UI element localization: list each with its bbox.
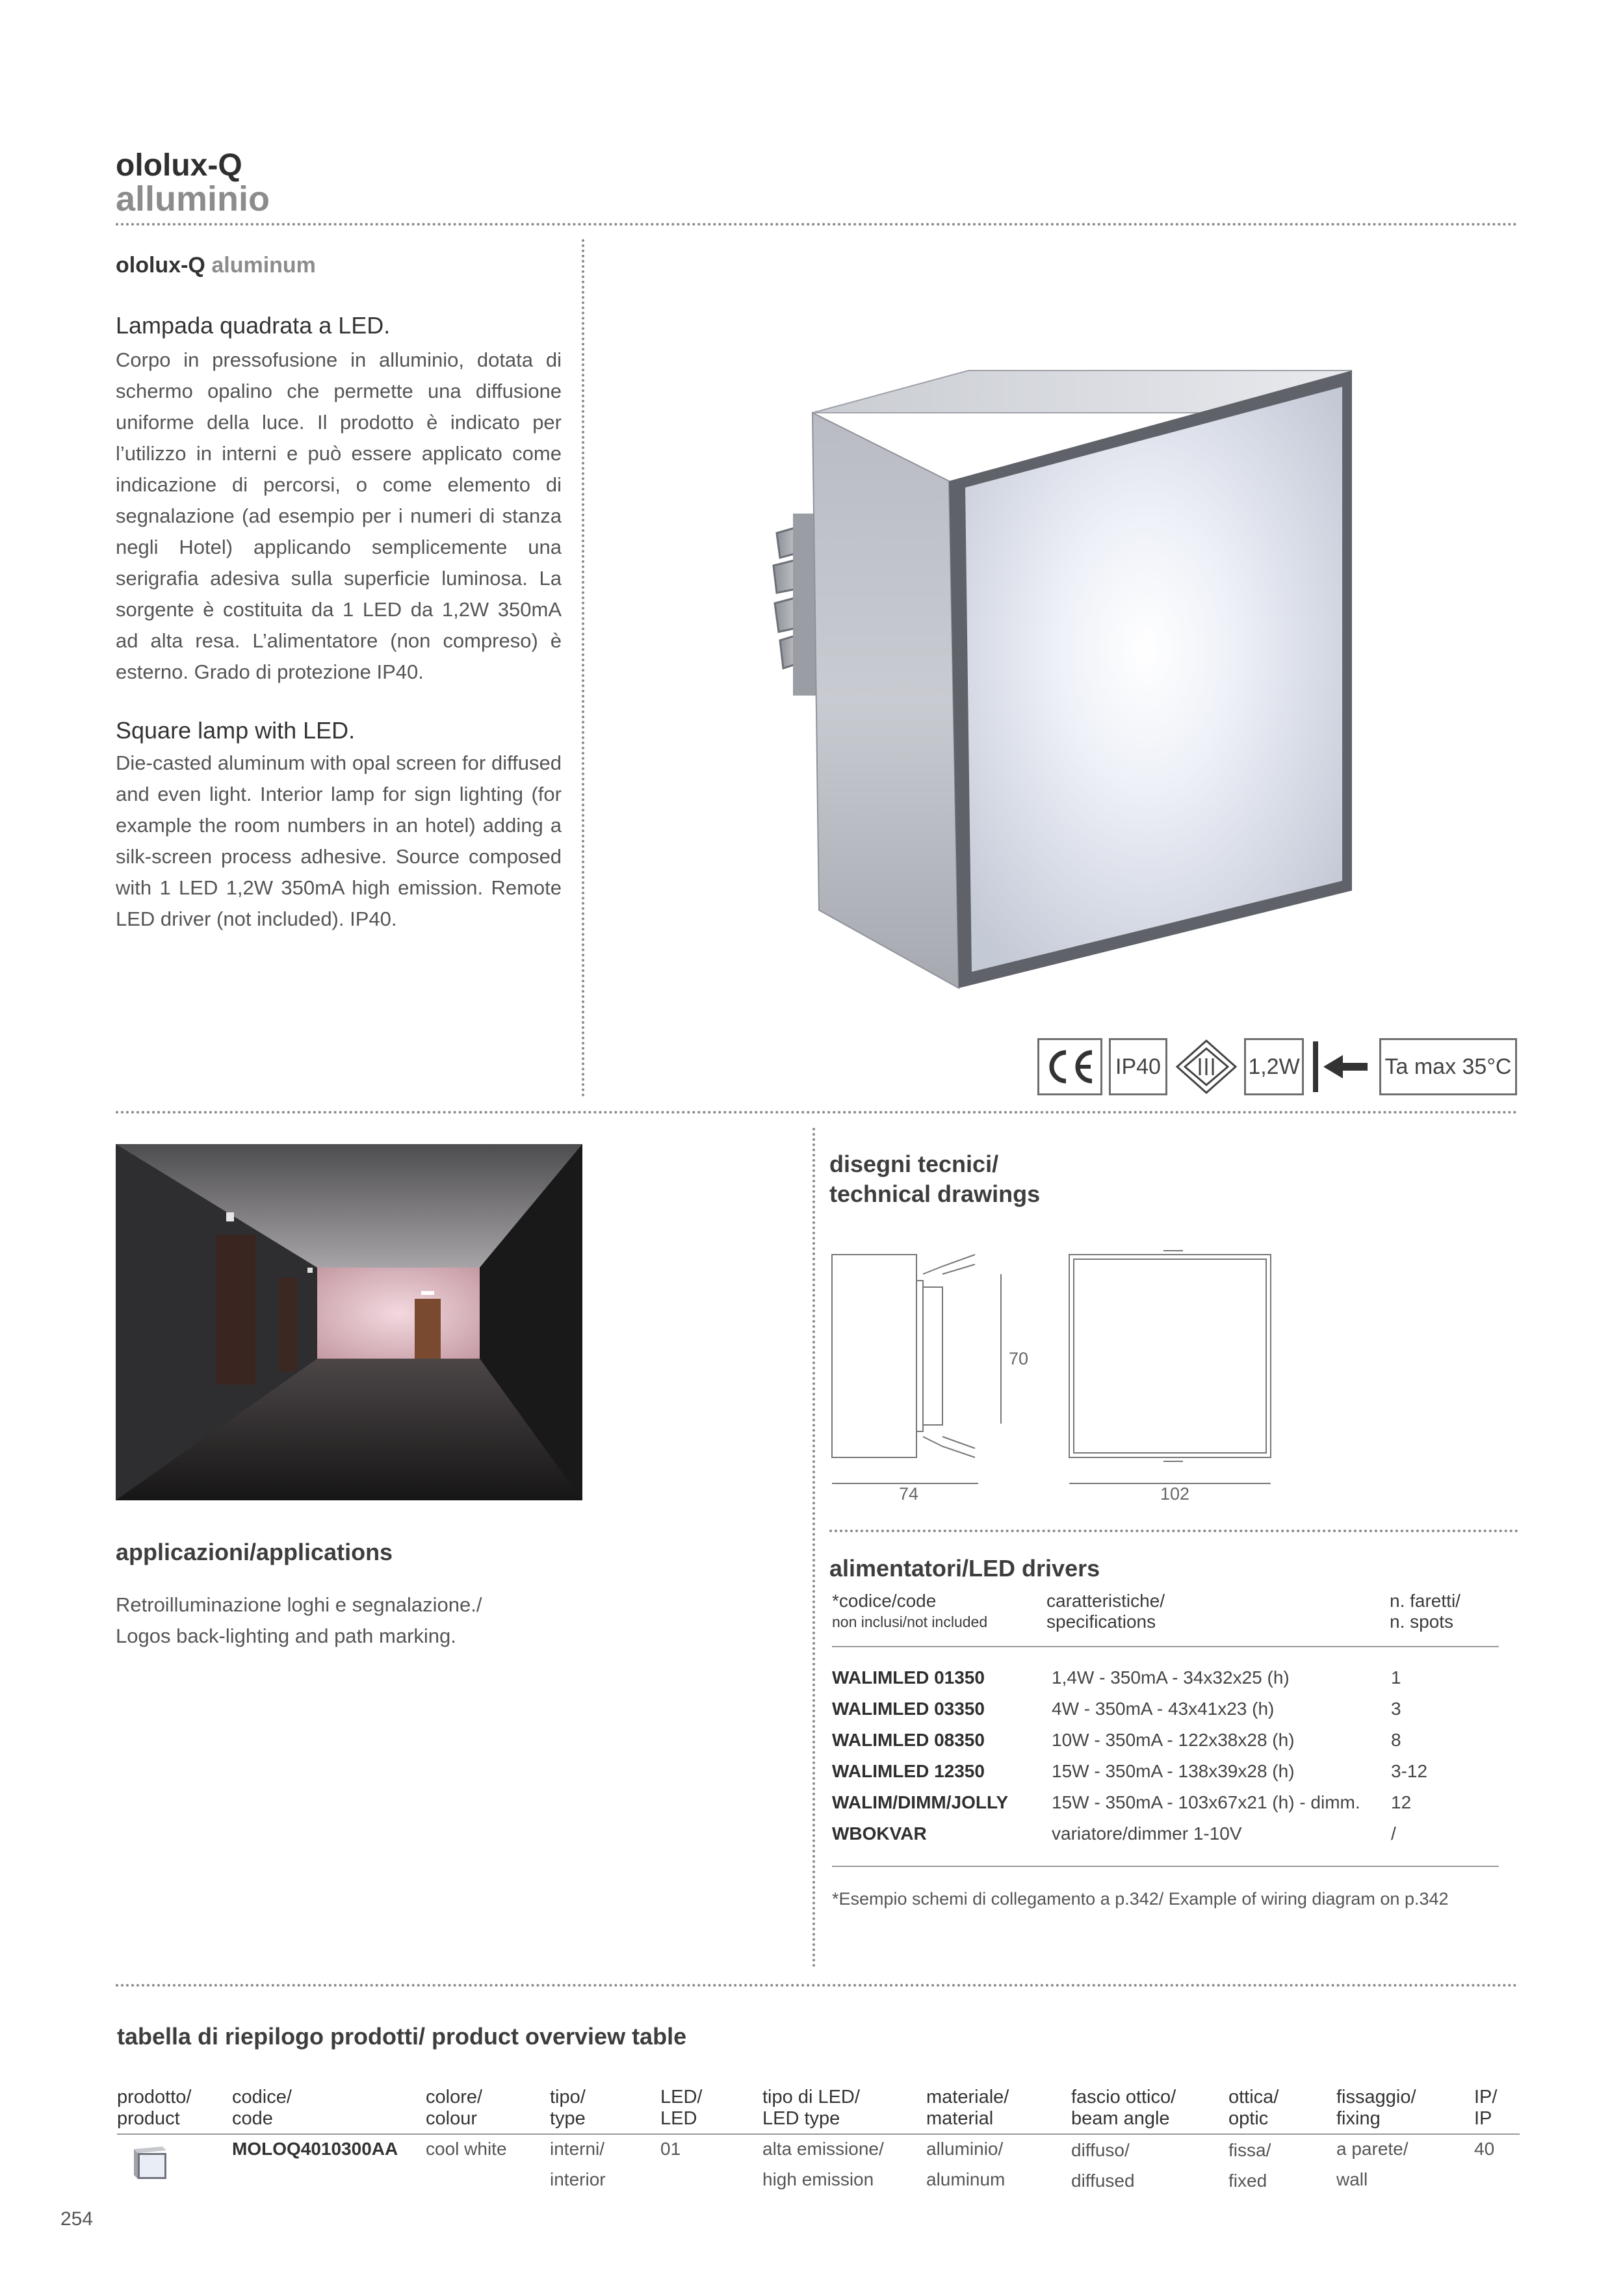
application-photo: [116, 1144, 582, 1500]
overview-col-ip: [1474, 2087, 1497, 2130]
drivers-bottom-rule: [832, 1866, 1499, 1867]
drawings-heading-it: disegni tecnici/: [829, 1151, 999, 1177]
driver-spots: 12: [1391, 1792, 1412, 1812]
applications-text: [116, 1589, 482, 1652]
driver-code: WALIMLED 12350: [832, 1761, 985, 1781]
dimension-front: 102: [1160, 1484, 1190, 1504]
product-subheading: [116, 251, 316, 280]
col-label-en: type: [550, 2108, 586, 2129]
driver-spec: 15W - 350mA - 103x67x21 (h) - dimm.: [1052, 1792, 1360, 1812]
subheading-grey: aluminum: [211, 253, 316, 278]
drivers-heading: alimentatori/LED drivers: [829, 1555, 1100, 1582]
divider-middle: [116, 1111, 1518, 1114]
overview-material-en: aluminum: [926, 2169, 1006, 2189]
col-label-it: IP/: [1474, 2087, 1498, 2107]
col-label-it: fissaggio/: [1336, 2087, 1416, 2107]
driver-spots: 3: [1391, 1699, 1401, 1719]
overview-led: 01: [660, 2139, 681, 2159]
overview-col-type: [550, 2087, 586, 2130]
divider-vertical-lower: [812, 1128, 815, 1968]
driver-spots: 1: [1391, 1667, 1401, 1688]
overview-ledtype-en: high emission: [762, 2169, 874, 2189]
drivers-header-rule: [832, 1646, 1499, 1647]
overview-col-optic: [1228, 2087, 1279, 2130]
driver-code: WALIMLED 01350: [832, 1667, 985, 1688]
drivers-col-spec-it: caratteristiche/: [1046, 1591, 1165, 1611]
overview-ledtype-it: alta emissione/: [762, 2139, 884, 2159]
driver-code: WALIMLED 03350: [832, 1699, 985, 1719]
drivers-col-code: [832, 1591, 987, 1632]
col-label-en: fixing: [1336, 2108, 1381, 2129]
col-label-en: LED: [660, 2108, 697, 2129]
col-label-en: colour: [426, 2108, 477, 2129]
arrow-left-icon: [1309, 1038, 1373, 1095]
driver-spots: /: [1391, 1823, 1396, 1844]
divider-drivers: [829, 1530, 1518, 1532]
col-label-it: materiale/: [926, 2087, 1009, 2107]
col-label-it: LED/: [660, 2087, 703, 2107]
temperature-badge: Ta max 35°C: [1379, 1038, 1517, 1095]
col-label-en: IP: [1474, 2108, 1492, 2129]
col-label-en: beam angle: [1071, 2108, 1170, 2129]
driver-spots: 3-12: [1391, 1761, 1428, 1781]
drivers-note: *Esempio schemi di collegamento a p.342/ Example of wiring diagram on p.342: [832, 1889, 1449, 1909]
overview-header-rule: [117, 2133, 1520, 2135]
product-subtitle: alluminio: [116, 179, 270, 218]
drivers-col-code-label: *codice/code: [832, 1591, 937, 1611]
driver-spec: 10W - 350mA - 122x38x28 (h): [1052, 1730, 1295, 1750]
drawings-heading-en: technical drawings: [829, 1181, 1041, 1207]
driver-spec: 1,4W - 350mA - 34x32x25 (h): [1052, 1667, 1290, 1688]
description-heading-en: Square lamp with LED.: [116, 717, 356, 744]
applications-line-it: Retroilluminazione loghi e segnalazione./: [116, 1593, 482, 1616]
col-label-it: colore/: [426, 2087, 483, 2107]
technical-drawing: [825, 1248, 1313, 1508]
subheading-bold: ololux-Q: [116, 253, 205, 278]
applications-line-en: Logos back-lighting and path marking.: [116, 1624, 456, 1647]
col-label-en: LED type: [762, 2108, 840, 2129]
driver-code: WBOKVAR: [832, 1823, 927, 1844]
driver-code: WALIMLED 08350: [832, 1730, 985, 1750]
col-label-it: codice/: [232, 2087, 292, 2107]
col-label-en: optic: [1228, 2108, 1269, 2129]
page-number: 254: [60, 2208, 94, 2230]
product-photo: [747, 351, 1358, 1001]
overview-type-en: interior: [550, 2169, 606, 2189]
dimension-height: 70: [1009, 1349, 1029, 1368]
col-label-it: tipo di LED/: [762, 2087, 860, 2107]
class-iii-icon: [1174, 1038, 1239, 1095]
driver-spec: variatore/dimmer 1-10V: [1052, 1823, 1242, 1844]
overview-col-product: [117, 2087, 191, 2130]
driver-spots: 8: [1391, 1730, 1401, 1750]
overview-col-beam: [1071, 2087, 1176, 2130]
power-badge: 1,2W: [1244, 1038, 1304, 1095]
drivers-col-code-note: non inclusi/not included: [832, 1613, 988, 1630]
overview-col-material: [926, 2087, 1009, 2130]
col-label-it: ottica/: [1228, 2087, 1279, 2107]
ce-mark-icon: [1037, 1038, 1102, 1095]
overview-material-it: alluminio/: [926, 2139, 1004, 2159]
overview-code: MOLOQ4010300AA: [232, 2139, 398, 2159]
overview-col-led: [660, 2087, 702, 2130]
product-title: ololux-Q: [116, 148, 242, 183]
drivers-col-spec: [1046, 1591, 1165, 1632]
drivers-col-spots-it: n. faretti/: [1390, 1591, 1461, 1611]
col-label-it: tipo/: [550, 2087, 586, 2107]
col-label-en: product: [117, 2108, 180, 2129]
driver-spec: 15W - 350mA - 138x39x28 (h): [1052, 1761, 1295, 1781]
overview-beam-en: diffused: [1071, 2171, 1135, 2191]
overview-col-fixing: [1336, 2087, 1416, 2130]
drivers-col-spec-en: specifications: [1046, 1611, 1156, 1632]
description-heading-it: Lampada quadrata a LED.: [116, 312, 391, 339]
description-body-en: Die-casted aluminum with opal screen for diffused and even light. Interior lamp for sign lighting (for example the room numbers in an hotel) adding a silk-screen process adhesive. Source composed with 1 LED 1,2W 350mA high emission. Remote LED driver (not included). IP40.: [116, 751, 562, 930]
overview-colour: cool white: [426, 2139, 507, 2159]
product-thumbnail: [130, 2144, 170, 2182]
drivers-col-spots: [1390, 1591, 1461, 1632]
divider-vertical-upper: [582, 239, 584, 1097]
col-label-en: code: [232, 2108, 273, 2129]
overview-fixing-it: a parete/: [1336, 2139, 1409, 2159]
divider-bottom: [116, 1984, 1518, 1987]
description-body-it: Corpo in pressofusione in alluminio, dotata di schermo opalino che permette una diffusione uniforme della luce. Il prodotto è indicato per l’utilizzo in interni e può essere applicato come indicazione di percorsi, o come elemento di segnalazione (ad esempio per i numeri di stanza negli Hotel) applicando semplicemente una serigrafia adesiva sulla superficie luminosa. La sorgente è costituita da 1 LED da 1,2W 350mA ad alta resa. L’alimentatore (non compreso) è esterno. Grado di protezione IP40.: [116, 348, 562, 683]
drivers-col-spots-en: n. spots: [1390, 1611, 1454, 1632]
driver-spec: 4W - 350mA - 43x41x23 (h): [1052, 1699, 1275, 1719]
overview-optic-it: fissa/: [1228, 2140, 1271, 2160]
overview-col-ledtype: [762, 2087, 860, 2130]
overview-heading: tabella di riepilogo prodotti/ product overview table: [117, 2023, 687, 2050]
divider-top: [116, 223, 1518, 226]
col-label-en: material: [926, 2108, 994, 2129]
drawings-heading: [829, 1149, 1040, 1209]
overview-col-colour: [426, 2087, 482, 2130]
overview-type-it: interni/: [550, 2139, 605, 2159]
applications-heading: applicazioni/applications: [116, 1539, 393, 1565]
ip-rating-badge: IP40: [1109, 1038, 1167, 1095]
col-label-it: fascio ottico/: [1071, 2087, 1176, 2107]
overview-beam-it: diffuso/: [1071, 2140, 1130, 2160]
col-label-it: prodotto/: [117, 2087, 192, 2107]
driver-code: WALIM/DIMM/JOLLY: [832, 1792, 1009, 1812]
dimension-side: 74: [899, 1484, 919, 1504]
overview-optic-en: fixed: [1228, 2171, 1267, 2191]
overview-fixing-en: wall: [1336, 2169, 1368, 2189]
overview-ip: 40: [1474, 2139, 1495, 2159]
overview-col-code: [232, 2087, 292, 2130]
